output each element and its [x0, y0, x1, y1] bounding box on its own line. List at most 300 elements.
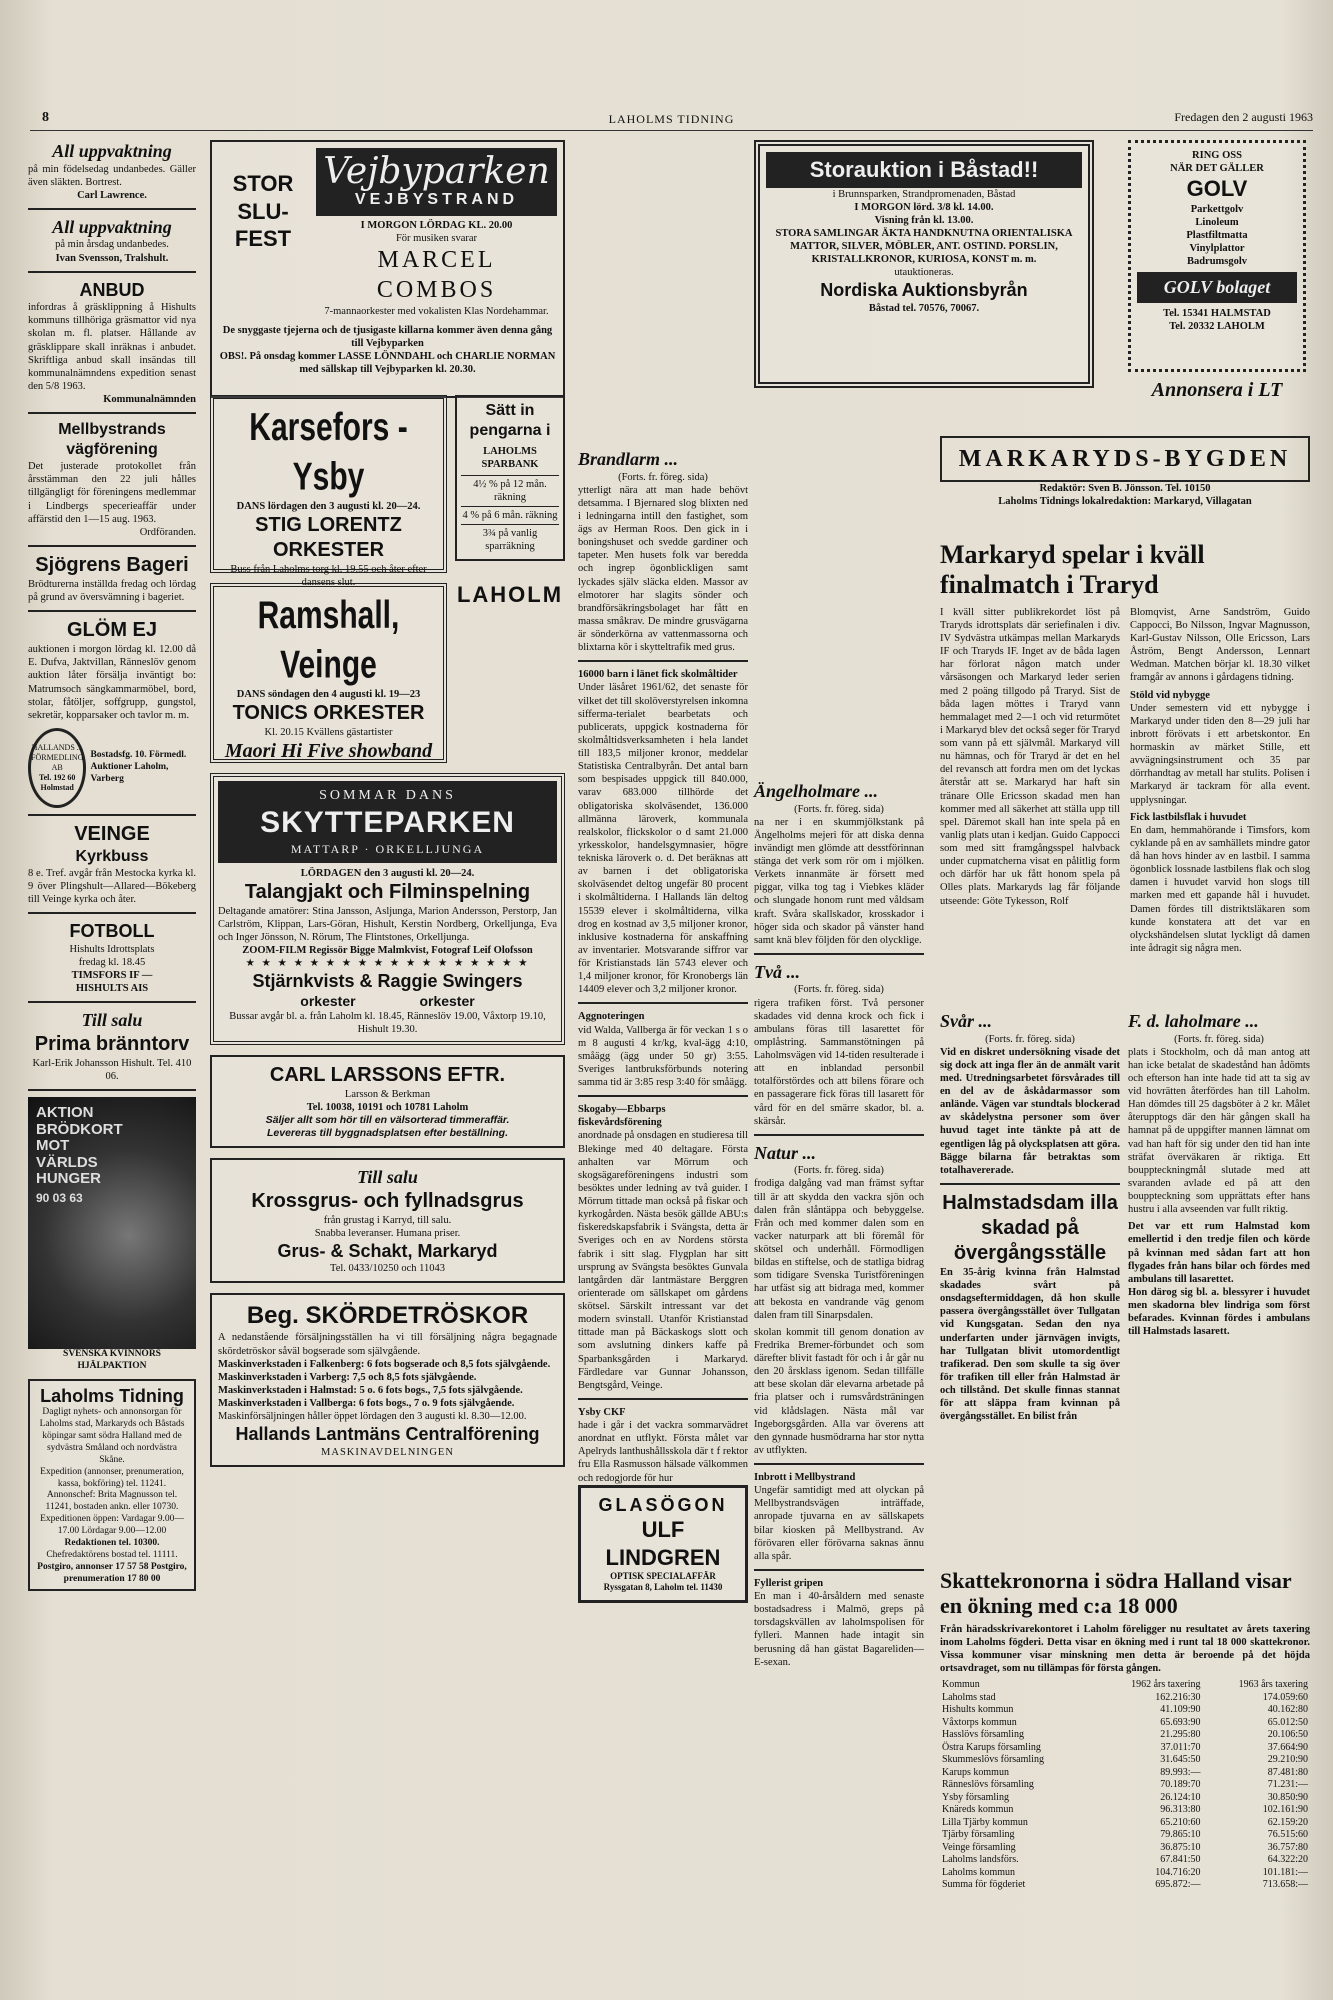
photo-text: HUNGER [36, 1170, 102, 1187]
table-cell-kommun: Knäreds kommun [942, 1804, 1014, 1816]
notice-veinge [28, 822, 196, 906]
table-row [940, 1879, 1310, 1892]
ad-heading: Ramshall, Veinge [257, 593, 400, 686]
table-cell-value: 102.161:90 [1262, 1804, 1308, 1816]
article-markaryd-finalmatch [940, 540, 1310, 955]
table-cell-kommun: Lilla Tjärby kommun [942, 1816, 1028, 1828]
table-cell-value: 30.850:90 [1267, 1791, 1308, 1803]
notice-glom-ej [28, 618, 196, 722]
ad-subheading: MATTARP · ORKELLJUNGA [290, 841, 485, 856]
table-cell-kommun: Veinge församling [942, 1841, 1016, 1853]
ad-details: Bostadsfg. 10. Förmedl. Auktioner Laholm, Varberg [90, 750, 187, 784]
seal-phone: Tel. 192 60 Holmstad [39, 772, 76, 792]
table-cell-kommun: Laholms landsförs. [942, 1854, 1019, 1866]
article-natur [754, 1142, 924, 1322]
divider [28, 610, 196, 612]
article-heading: Inbrott i Mellbystrand [754, 1472, 856, 1483]
photo-text: BRÖDKORT [36, 1120, 123, 1138]
ad-band: STIG LORENTZ ORKESTER [255, 513, 402, 561]
ad-rate: 3¾ på vanlig sparräkning [461, 524, 559, 555]
table-cell-value: 695.872:— [1155, 1879, 1201, 1891]
ad-text: Levereras till byggnadsplatsen efter beställning. [267, 1126, 508, 1139]
ad-heading: GLASÖGON [598, 1494, 728, 1515]
ad-golvbolaget [1128, 140, 1306, 403]
ad-date: I MORGON LÖRDAG KL. 20.00 [360, 220, 513, 231]
ad-text: ZOOM-FILM Regissör Bigge Malmkvist, Fotograf Leif Olofsson [242, 945, 533, 956]
column-5a [940, 1010, 1120, 1423]
table-cell-value: 174.059:60 [1262, 1691, 1308, 1703]
article-body: Från häradsskrivarekontoret i Laholm föreligger nu resultatet av årets taxering inom Laholms fögderi. Detta visar en ökning med i runt tal 18 000 skattekronor. Vissa kommuner visar minskning men detta är beroende på det höjda ortsavdraget, som nu tillämpas för första gången. [940, 1623, 1310, 1674]
column-4 [754, 780, 924, 1669]
table-row [940, 1817, 1310, 1830]
article-body: Ungefär samtidigt med att olyckan på Mellbystrandsvägen inträffade, anropade tjuvarna en av sällskapets bilar kiosken på Mellbystrand. Av förövaren eller förövarna saknas ännu alla spår. [754, 1485, 924, 1562]
table-row [940, 1692, 1310, 1705]
notice-text: 8 e. Tref. avgår från Mestocka kyrka kl. 9 över Plingshult—Allared—Bökeberg till Veinge kyrka och åter. [28, 867, 196, 906]
article-body: hade i går i det vackra sommarvädret anordnat en utflykt. Första målet var Apelryds lanthushållsskola där t f rektor fru Ella Rasmusson hälsade välkommen och redogjorde för hur [578, 1420, 748, 1484]
section-editor: Redaktör: Sven B. Jönsson. Tel. 10150 [1039, 483, 1211, 494]
table-cell-kommun: Ysby församling [942, 1791, 1009, 1803]
table-row [940, 1829, 1310, 1842]
ad-list-item: Parkettgolv [1190, 203, 1244, 215]
table-cell-value: 87.481:80 [1267, 1766, 1308, 1778]
ad-text: i Brunnsparken, Strandpromenaden, Båstad [832, 188, 1016, 200]
ad-text: För musiken svarar [395, 233, 478, 245]
table-cell-value: 20.106:50 [1267, 1729, 1308, 1741]
table-cell-value: 104.716:20 [1155, 1866, 1201, 1878]
ad-hallands-fastighetsformedling [28, 728, 196, 808]
ad-text: orkester orkester [300, 992, 475, 1009]
masthead-rule [30, 130, 1313, 131]
article-body: En 35-årig kvinna från Halmstad skadades svårt på onsdagseftermiddagen, då hon skulle passera övergångsstället över Tullgatan vid Kungsgatan. Sedan den nya underfarten under järnvägen invigts, har Tullgatan blivit utomordentligt trafikerad. Den som skulle ta sig över för trafiken till eller från Halmstad är och tillstånd. Det skulle finnas stannat för att släppa fram kvinnan på övergångsstället. En bilist från [940, 1266, 1120, 1423]
article-heading: Fyllerist gripen [754, 1577, 824, 1589]
ad-heading: CARL LARSSONS EFTR. [269, 1063, 506, 1086]
table-cell-value: 70.189:70 [1160, 1779, 1201, 1791]
section-office: Laholms Tidnings lokalredaktion: Markaryd, Villagatan [998, 496, 1252, 508]
article-subheading: Stöld vid nybygge [1130, 689, 1210, 701]
box-text: Redaktionen tel. 10300. [64, 1537, 160, 1548]
ad-subheading: Krossgrus- och fyllnadsgrus [251, 1189, 524, 1212]
box-text: Annonschef: Brita Magnusson tel. 11241, bostaden ankn. eller 10730. [45, 1490, 179, 1513]
divider [28, 271, 196, 273]
article-angelholmare [754, 780, 924, 947]
article-continued: (Forts. fr. föreg. sida) [794, 984, 884, 996]
ad-heading: SLU-FEST [234, 198, 292, 251]
table-header-cell: 1963 års taxering [1238, 1679, 1308, 1691]
table-cell-value: 36.875:10 [1160, 1841, 1201, 1853]
notice-heading: ANBUD [79, 279, 145, 300]
table-cell-value: 67.841:50 [1160, 1854, 1201, 1866]
table-cell-value: 64.322:20 [1267, 1854, 1308, 1866]
seal-text: HALLANDS ... FÖRMEDLING AB [31, 742, 84, 772]
box-text: Chefredaktörens bostad tel. 11111. [46, 1549, 178, 1560]
article-heading: Svår ... [940, 1011, 993, 1031]
ad-phone: Tel. 0433/10250 och 11043 [330, 1263, 445, 1275]
table-cell-value: 76.515:60 [1267, 1829, 1308, 1841]
table-header-cell: 1962 års taxering [1131, 1679, 1201, 1691]
article-heading: Halmstadsdam illa skadad på övergångsställe [942, 1191, 1118, 1264]
ad-text: RING OSS [1192, 150, 1242, 161]
article-body: anordnade på onsdagen en studieresa till Blekinge med 40 deltagare. Första anhalten var Mörrum och skogsägareföreningens industri som besöktes under ledning av två guider. I Mörrum tittade man också på fiskar och kyrkogården. Nästa besök gällde ABU:s fiskeredskapsfabrik i Svängsta, detta är Sveriges och en av Nordens största fabrik i sitt slag. Flygplan har sitt ursprung av Svängsta besöktes Gunvala lantgården där lantmästare Berggren orienterade om sällskapet om gårdens skötsel. Särskilt intressant var det modern svinstall. Utanför Kristianstad tittade man på Bäckaskogs slott och som avslutning dinkers kaffe på Sparbanksgården i Markaryd. Färdledare var Gunnar Johansson, Bengtsgård, Veinge. [578, 1130, 748, 1391]
table-row [940, 1754, 1310, 1767]
article-heading: F. d. laholmare ... [1128, 1011, 1259, 1031]
article-inbrott [754, 1471, 924, 1563]
article-aggnoteringen [578, 1010, 748, 1089]
article-continued: (Forts. fr. föreg. sida) [794, 803, 884, 815]
ad-text: STORA SAMLINGAR ÄKTA HANDKNUTNA ORIENTALISKA MATTOR, SILVER, MÖBLER, ANT. OSTIND. PORSLIN, KRISTALLKRONOR, KURIOSA, KONST m. m. [775, 227, 1073, 266]
article-body: I kväll sitter publikrekordet löst på Traryds idrottsplats där seriefinalen i div. IV Sydvästra utkämpas mellan Markaryds IF och Traryds IF. Inget av de båda lagen har förlorat någon match under vårsäsongen och Markaryd leder serien med 2 poäng tillgodo på Traryd. Sist de båda lagen möttes i Traryd vann hemmalaget med 2—1 och vid returmötet i Markaryd blev det också seger för Traryd som vann på ett självmål. Markaryd vill nu hämnas, och för Traryd är det en hel del revansch att fordra men om det lyckas återstår att se. Markaryd har haft sin tränare Olle Ericsson skadad men han kommer med all säkerhet att ställa upp till spel. Däremot skall han inte spela på en vanlig plats utan i kedjan. Guido Cappocci som med sitt framgångsspel halvback under cupmatcherna visat en pålitlig form och därför har uk fått honom spela på Olles plats. Markaryds lag får följande utseende: Göte Tykesson, Rolf [940, 606, 1120, 907]
article-heading: Två ... [754, 961, 800, 982]
ad-list-item: Plastfiltmatta [1186, 230, 1248, 241]
ad-text: Buss från Laholms torg kl. 19.55 och åter efter dansens slut. [230, 563, 427, 588]
ad-subheading: VEJBYSTRAND [354, 191, 519, 208]
table-cell-value: 162.216:30 [1155, 1691, 1201, 1703]
table-cell-kommun: Hishults kommun [942, 1704, 1014, 1716]
ad-list-item: Linoleum [1195, 216, 1239, 228]
photo-caption: SVENSKA KVINNORS HJÄLPAKTION [63, 1349, 161, 1371]
article-body: Under läsåret 1961/62, det senaste för vilket det till skolöverstyrelsen inkomna sifferma-terialet bearbetats och publicerats, uppgick kostnaderna för skolmåltidsverksamheten i hela landet till 183,5 miljoner kronor, meddelar Statistiska Centralbyrån. Det antal barn som bespisades uppgick till 840.000, varav 683.000 tillhörde det obligatoriska skolväsendet, 136.000 allmänna läroverk, kommunala realskolor, flickskolor o d samt 21.000 yrkesskolor, handelsgymnasier, högre tekniska läroverk o. d. Det beräknas att av barnen i det obligatoriska skolväsendet deltog ungefär 80 procent i skolmåltiderna. I Hallands län deltog 15539 elever i skolmåltiderna, vilka drog en kostnad av 3,5 miljoner kronor, inklusive kostnaderna för anskaffning av inventarier. Motsvarande siffror var för Kristianstads län 5743 elever och 1,4 miljoner kronor, för Kronobergs län 14409 elever och 3,2 miljoner kronor. [578, 682, 748, 996]
article-body: na ner i en skummjölkstank på Ängelholms mejeri för att diska denna invändigt men glömde att desstförinnan stänga det verk som rör om i mjölken. Verkets innanmäte är försett med piggar, vilka tog tag i Viebkes kläder och slungade honom runt med våldsam kraft. Svåra skallskador, krosskador i höger sida och skador på vänster hand samt knä blev följden för den olycklige. [754, 816, 924, 946]
ad-firm: Nordiska Auktionsbyrån [820, 280, 1028, 301]
article-heading: 16000 barn i länet fick skolmåltider [578, 669, 738, 681]
ad-date: DANS lördagen den 3 augusti kl. 20—24. [236, 500, 421, 512]
table-row [940, 1867, 1310, 1880]
notice-text: Brödturerna inställda fredag och lördag på grund av översvämning i bageriet. [28, 578, 196, 603]
ad-storauktion [754, 140, 1094, 398]
article-body: Vid en diskret undersökning visade det sig dock att inga fler än de anmält varit med. Utredningsarbetet försvårades till en del av de åskådarmassor som anlände. Vägen var stundtals blockerad av skådelystna personer som över huvud taget inte tänkte på att de egentligen låg på olycksplatsen att göra. Bägge bilarna får betraktas som totalhavererade. [940, 1046, 1120, 1176]
table-cell-kommun: Ränneslövs församling [942, 1779, 1034, 1791]
table-cell-kommun: Summa för fögderiet [942, 1879, 1026, 1891]
ad-text: Deltagande amatörer: Stina Jansson, Asljunga, Marion Andersson, Perstorp, Jan Carlström, Klippan, Lars-Göran, Hishult, Kerstin Nordberg, Orkelljunga, Eva och Inger Jönsson, N. Rörum, The Flintstones, Orkelljunga. [218, 905, 557, 943]
ad-phone: Tel. 10038, 10191 och 10781 Laholm [306, 1101, 469, 1113]
house-ad-annonsera: Annonsera i LT [1151, 379, 1283, 401]
article-body: Under semestern vid ett nybygge i Markaryd under tiden den 8—29 juli har inbrott förövats i ett arbetskontor. En hormaskin av märket Stille, ett avvägningsinstrument och 35 par dörrhandtag av metall har stulits. Polisen i Markaryd är tackram för alla event. upplysningar. [1130, 702, 1310, 806]
notice-heading: VEINGE [74, 822, 150, 845]
ad-karsefors-ysby [210, 395, 447, 588]
ad-brand-logo: GOLV bolaget [1137, 272, 1297, 303]
table-cell-value: 26.124:10 [1160, 1791, 1201, 1803]
table-cell-value: 89.993:— [1160, 1766, 1201, 1778]
ad-heading: SKYTTEPARKEN [260, 806, 515, 839]
ad-text: Bussar avgår bl. a. från Laholm kl. 18.45, Ränneslöv 19.00, Våxtorp 19.10, Hishult 19.30. [229, 1011, 546, 1036]
box-text: Expedition (annonser, prenumeration, kassa, bokföring) tel. 11241. [40, 1466, 184, 1489]
table-cell-value: 96.313:80 [1160, 1804, 1201, 1816]
article-heading: Natur ... [754, 1142, 817, 1163]
divider [754, 1569, 924, 1571]
table-cell-value: 40.162:80 [1267, 1704, 1308, 1716]
article-body: plats i Stockholm, och då man antog att han icke betalat de skadestånd han ådömts och efterson han inte hade tid att ta sig av vid hovrätten återfördes han till Laholm. Han dömdes till 25 dagsböter à 2 kr. Målet återupptogs där den här gången skall ha hamnat på de uppgifter mannen lämnat om vad han haft för sig under den tid han inte sträfat överväkaren är riktiga. Ett bouppteckningmål slutade med att svaranden avlade ed på att den bouppteckning som upprättats efter hans hustru i alla avseenden var fullt riktig. [1128, 1046, 1310, 1216]
ad-text: NÄR DET GÄLLER [1170, 163, 1264, 175]
table-cell-kommun: Våxtorps kommun [942, 1716, 1017, 1728]
notice-heading: Till salu [81, 1010, 143, 1031]
ad-heading: STOR [232, 171, 294, 196]
article-heading: Markaryd spelar i kväll finalmatch i Traryd [940, 540, 1205, 599]
divider [28, 545, 196, 547]
ad-phone: Tel. 20332 LAHOLM [1169, 321, 1265, 332]
table-row [940, 1779, 1310, 1792]
ad-date: I MORGON lörd. 3/8 kl. 14.00. [854, 201, 994, 213]
article-body: En man i 40-årsåldern med senaste bostadsadress i Malmö, greps på torsdagskvällen av laholmspolisen för fylleri. Mannen hade intagit sin berusning då han gästat Bagareliden—E-sexan. [754, 1591, 924, 1668]
table-cell-kommun: Laholms stad [942, 1691, 996, 1703]
table-cell-value: 101.181:— [1262, 1866, 1308, 1878]
table-cell-value: 65.012:50 [1267, 1716, 1308, 1728]
ad-skordetroskor [210, 1293, 565, 1467]
divider [578, 1002, 748, 1004]
ad-aktion-hunger-photo [28, 1097, 196, 1349]
article-heading: Ängelholmare ... [754, 781, 879, 801]
ad-top: SOMMAR DANS [319, 787, 456, 803]
article-body: frodiga dalgång vad man främst syftar till är att skydda den vackra sjön och dalen från slåntäppa och bebyggelse. Från och med kommer dalen som en vacker naturpark att bli föremål för skötsel och underhåll. Förmodligen bildas en stiftelse, och de statliga bidrag som tidigare Svenska Turistföreningen har utfäst sig att bidraga med, kommer att bekosta en vandrande väg genom dalen fram till Sinarpsdalen. [754, 1178, 924, 1321]
ad-carl-larssons [210, 1055, 565, 1149]
divider [578, 660, 748, 662]
photo-text: VÄRLDS [36, 1153, 98, 1171]
ad-rate: 4 % på 6 mån. räkning [461, 506, 559, 524]
notice-signature: Ivan Svensson, Tralshult. [55, 252, 169, 264]
table-row [940, 1767, 1310, 1780]
article-body: Det var ett rum Halmstad kom emellertid i den tredje filen och körde på kvinnan med sådan fart att hon flygades från hans bilar och fördes med ambulans till lasarettet. [1128, 1221, 1310, 1285]
ad-heading: Till salu [357, 1167, 418, 1187]
issue-date: Fredagen den 2 augusti 1963 [1174, 110, 1313, 124]
ad-list-item: Maskinverkstaden i Falkenberg: 6 fots bogserade och 8,5 fots självgående. [218, 1358, 551, 1370]
notice-fotboll [28, 920, 196, 995]
article-continued: (Forts. fr. föreg. sida) [1174, 1033, 1264, 1045]
ad-text: 7-mannaorkester med vokalisten Klas Nordehammar. [324, 306, 549, 318]
ad-text: utauktioneras. [894, 267, 954, 279]
table-row [940, 1717, 1310, 1730]
table-cell-value: 65.210:60 [1160, 1816, 1201, 1828]
box-text: Postgiro, annonser 17 57 58 Postgiro, prenumeration 17 80 00 [37, 1561, 187, 1584]
article-brandlarm [578, 448, 748, 654]
masthead [30, 108, 1313, 130]
notice-heading: All uppvaktning [52, 216, 172, 237]
article-body: Blomqvist, Arne Sandström, Guido Cappocci, Bo Nilsson, Ingvar Magnusson, Karl-Gustav Nilsson, Olle Ericsson, Lars Åström, Bengt Andersson, Lennart Wedman. Matchen börjar kl. 18.30 vilket framgår av annons i gårdagens tidning. [1130, 606, 1310, 684]
section-markaryd [940, 436, 1310, 508]
notice-heading: FOTBOLL [69, 921, 155, 942]
ad-text: OBS!. På onsdag kommer LASSE LÖNNDAHL och CHARLIE NORMAN med sällskap till Vejbyparken kl. 20.30. [219, 351, 556, 376]
article-heading: Aggnoteringen [578, 1011, 645, 1023]
notice-text: Karl-Erik Johansson Hishult. Tel. 410 06. [32, 1057, 192, 1082]
ad-heading: GOLV [1186, 176, 1248, 202]
table-cell-kommun: Skummeslövs församling [942, 1754, 1044, 1766]
ad-list-item: Maskinverkstaden i Vallberga: 6 fots bogs., 7 o. 9 fots självgående. [218, 1398, 515, 1409]
table-cell-kommun: Hasslövs församling [942, 1729, 1024, 1741]
table-cell-value: 79.865:10 [1160, 1829, 1201, 1841]
ad-band: Stjärnkvists & Raggie Swingers [252, 971, 523, 992]
notice-line: TIMSFORS IF — [71, 970, 153, 981]
table-row [940, 1854, 1310, 1867]
box-heading: Laholms Tidning [40, 1385, 184, 1406]
ad-skytteparken [210, 773, 565, 1045]
ad-heading: Beg. SKÖRDETRÖSKOR [246, 1302, 529, 1330]
ad-heading: Karsefors - Ysby [249, 405, 408, 498]
logo-seal [28, 728, 86, 808]
ad-text: Kl. 20.15 Kvällens gästartister [264, 726, 393, 738]
ad-stars: ★ ★ ★ ★ ★ ★ ★ ★ ★ ★ ★ ★ ★ ★ ★ ★ ★ ★ [245, 958, 530, 970]
notice-heading: Sjögrens Bageri [35, 553, 189, 576]
article-body: vid Walda, Vallberga är för veckan 1 s o m 8 augusti 4 kr/kg, kval-ägg 4:10, småägg (ägg under 50 gr) 3:55. Sveriges lantbruksförbunds notering samma tid är 3:85 resp 3:40 för småägg. [578, 1024, 748, 1088]
box-text: Expeditionen öppen: Vardagar 9.00—17.00 Lördagar 9.00—12.00 [40, 1514, 184, 1536]
notice-uppvaktning-1 [28, 140, 196, 202]
divider [754, 953, 924, 955]
article-fyllerist [754, 1577, 924, 1669]
ad-text: från grustag i Karryd, till salu. [323, 1214, 452, 1226]
article-fd-laholmare [1128, 1010, 1310, 1338]
column-1 [28, 140, 196, 1601]
notice-sjogrens [28, 553, 196, 604]
article-body: Hon därog sig bl. a. blessyrer i huvudet men skadorna blev lindriga som först befarades. Kvinnan fördes i ambulans till Halmstads lasarett. [1128, 1286, 1310, 1338]
ad-ulf-lindgren-glasogon [578, 1485, 748, 1603]
article-halmstadsdam [940, 1191, 1120, 1424]
ad-phone: Tel. 15341 HALMSTAD [1163, 307, 1271, 319]
notice-text: auktionen i morgon lördag kl. 12.00 då E. Dufva, Jaktvillan, Ränneslöv genom auktion låter försälja inväntigt bo: Matrumsoch sängkammarmöbel, bord, stolar, fåtöljer, soffgrupp, gungstol, sekretär, kopparsaker och tavlor m. m. [28, 644, 196, 721]
box-laholms-tidning-info [28, 1379, 196, 1592]
box-text: Dagligt nyhets- och annonsorgan för Laholms stad, Markaryds och Båstads köpingar samt södra Halland med de sydvästra Småland och nordvästra Skåne. [39, 1407, 185, 1465]
notice-heading: GLÖM EJ [66, 619, 157, 642]
photo-text: AKTION [36, 1104, 94, 1121]
table-cell-value: 37.011:70 [1160, 1741, 1201, 1753]
article-skattekronorna [940, 1568, 1310, 1892]
notice-signature: Carl Lawrence. [77, 189, 147, 201]
column-3 [578, 448, 748, 1613]
notice-text: på min födelsedag undanbedes. Gäller även släkten. Bortrest. [28, 163, 196, 188]
divider [28, 912, 196, 914]
article-skolmaltider [578, 668, 748, 996]
table-cell-kommun: Östra Karups församling [942, 1741, 1041, 1753]
table-row [940, 1792, 1310, 1805]
divider [28, 1001, 196, 1003]
ad-text: Snabba leveranser. Humana priser. [314, 1227, 461, 1239]
article-body: skolan kommit till genom donation av Fredrika Bremer-förbundet och som därefter blivit fastadt för och i år går nu den 20 årsklass igenom. Sedan tillfälle att bese skolan där elevarna arbetade på fria platser och i rumsvårdsträningen vid klådslagen. Nästa mål var Ingeborgsgården. Alla var överens att den gynnade husmödrarna har stor nytta av utflykten. [754, 1326, 924, 1456]
article-continued: (Forts. fr. föreg. sida) [794, 1165, 884, 1177]
notice-text: på min årsdag undanbedes. [55, 239, 169, 251]
ad-list-item: Vinylplattor [1189, 243, 1245, 255]
table-row [940, 1742, 1310, 1755]
ad-laholms-sparbank [455, 395, 565, 562]
ad-phone: Båstad tel. 70576, 70067. [868, 302, 980, 314]
article-svar [940, 1010, 1120, 1177]
article-subheading: Fick lastbilsflak i huvudet [1130, 811, 1247, 823]
page-number: 8 [42, 110, 49, 125]
ad-ramshall-veinge [210, 583, 447, 763]
notice-uppvaktning-2 [28, 216, 196, 265]
divider [28, 1089, 196, 1091]
ad-event: Talangjakt och Filminspelning [244, 880, 531, 903]
column-2 [210, 140, 565, 1477]
ad-guest: Maori Hi Five showband [224, 739, 433, 762]
section-heading: MARKARYDS-BYGDEN [940, 436, 1310, 482]
ad-text: Säljer allt som hör till en välsorterad timmeraffär. [265, 1113, 510, 1126]
article-body: En dam, hemmahörande i Timsfors, kom cyklande på en av samhällets mindre gator då han hovs hinder av en lastbil. I samma ögonblick lossnade lastbilens flak och slog damen i huvudet varvid hon slogs till marken med ett gapande hål i huvudet. Damen fördes till distriktsläkaren som kunde konstatera att det var en olyckshändelsen slutat lyckligt då damen inte ådragit sig några men. [1130, 824, 1310, 954]
table-cell-value: 41.109:90 [1160, 1704, 1201, 1716]
ad-address: Ryssgatan 8, Laholm tel. 11430 [603, 1582, 723, 1593]
ad-text: Larsson & Berkman [344, 1088, 431, 1100]
table-header [940, 1679, 1310, 1692]
article-fiskevard [578, 1103, 748, 1392]
article-tva [754, 961, 924, 1128]
divider [578, 1095, 748, 1097]
ad-heading: Sätt in pengarna i [469, 401, 551, 439]
notice-subheading: Prima bränntorv [34, 1032, 190, 1055]
notice-line: HISHULTS AIS [75, 983, 149, 995]
ad-krossgrus [210, 1158, 565, 1283]
ad-list-item: Maskinverkstaden i Varberg: 7,5 och 8,5 fots självgående. [218, 1371, 477, 1383]
article-ysby-ckf [578, 1406, 748, 1485]
notice-text: infordras å gräsklippning å Hishults kommuns tillhöriga gräsmattor vid nya skolan m. fl. platser. Hållande av gräsklippare skall inräknas i anbudet. Skriftliga anbud skall insändas till kommunalnämndens expedition senast den 5/8 1963. [28, 302, 196, 392]
table-cell-value: 713.658:— [1262, 1879, 1308, 1891]
ad-text: Visning från kl. 13.00. [874, 214, 974, 226]
ad-brand-logo: Vejbyparken [323, 151, 550, 192]
divider [28, 208, 196, 210]
article-heading: Brandlarm ... [578, 449, 679, 469]
table-row [940, 1804, 1310, 1817]
divider [28, 412, 196, 414]
notice-signature: Ordföranden. [139, 526, 196, 538]
divider [754, 1134, 924, 1136]
ad-firm: ULF LINDGREN [605, 1517, 721, 1570]
notice-heading: All uppvaktning [52, 141, 172, 161]
notice-line: fredag kl. 18.45 [78, 956, 146, 968]
ad-text: OPTISK SPECIALAFFÄR [610, 1571, 716, 1582]
notice-till-salu-torv [28, 1009, 196, 1083]
table-cell-kommun: Tjärby församling [942, 1829, 1015, 1841]
divider [940, 1183, 1120, 1185]
table-cell-kommun: Karups kommun [942, 1766, 1009, 1778]
article-body: ytterligt nära att man hade behövt detsamma. I Bjernared slog blixten ned i ledningarna intill den fastighet, som ägs av Herman Roos. Den gick in i boningshuset och svedde gardiner och tapeter. Men husets folk var beredda och ingrep ögonblickligen samt lyckades själv släcka elden. Massor av elmotorer har slagits sönder och brandförsäkringsbolaget har fått en massa småkrav. De mindre grusvägarna är sönderkörna av vattenmassorna och blixtarna kör i skytteltrafik med grus. [578, 484, 748, 654]
article-heading: Skattekronorna i södra Halland visar en ökning med c:a 18 000 [940, 1568, 1292, 1619]
table-cell-value: 65.693:90 [1160, 1716, 1201, 1728]
ad-text: De snyggaste tjejerna och de tjusigaste killarna kommer även denna gång till Vejbyparken [222, 325, 553, 350]
table-cell-kommun: Laholms kommun [942, 1866, 1016, 1878]
article-continued: (Forts. fr. föreg. sida) [985, 1033, 1075, 1045]
table-cell-value: 37.664:90 [1267, 1741, 1308, 1753]
ad-text: MASKINAVDELNINGEN [321, 1446, 454, 1458]
table-cell-value: 21.295:80 [1160, 1729, 1201, 1741]
table-cell-value: 29.210:90 [1267, 1754, 1308, 1766]
notice-anbud [28, 279, 196, 407]
table-row [940, 1704, 1310, 1717]
article-continued: (Forts. fr. föreg. sida) [618, 471, 708, 483]
ad-list-item: Badrumsgolv [1186, 256, 1248, 268]
ad-text: Maskinförsäljningen håller öppet lördagen den 3 augusti kl. 8.30—12.00. [218, 1411, 527, 1423]
notice-heading: Mellbystrands vägförening [58, 421, 166, 459]
ad-bank-name: LAHOLMS SPARBANK [481, 445, 539, 470]
table-row [940, 1729, 1310, 1742]
ad-date: DANS söndagen den 4 augusti kl. 19—23 [236, 688, 421, 700]
tax-table [940, 1679, 1310, 1892]
paper-name: LAHOLMS TIDNING [608, 112, 735, 126]
notice-mellbystrand [28, 420, 196, 539]
divider [578, 1398, 748, 1400]
table-cell-value: 71.231:— [1267, 1779, 1308, 1791]
notice-subheading: Kyrkbuss [75, 847, 149, 865]
divider [28, 814, 196, 816]
column-5b [1128, 1010, 1310, 1338]
ad-town-logo: LAHOLM [456, 582, 564, 608]
article-heading: Ysby CKF [578, 1406, 626, 1418]
table-header-cell: Kommun [942, 1679, 980, 1691]
table-cell-value: 36.757:80 [1267, 1841, 1308, 1853]
ad-firm: Hallands Lantmäns Centralförening [235, 1424, 540, 1445]
ad-list-item: Maskinverkstaden i Halmstad: 5 o. 6 fots bogs., 7,5 fots självgående. [218, 1384, 523, 1396]
article-heading: Skogaby—Ebbarps fiskevårdsförening [578, 1104, 666, 1129]
table-row [940, 1842, 1310, 1855]
notice-text: Det justerade protokollet från årsstämman den 22 juli hålles tillgängligt för föreningens medlemmar i Lindbergs specerieaffär under affärstid den 1—15 aug. 1963. [28, 461, 196, 525]
notice-signature: Kommunalnämnden [103, 394, 196, 405]
table-cell-value: 62.159:20 [1267, 1816, 1308, 1828]
ad-band: MARCEL COMBOS [376, 247, 497, 304]
photo-giro-number: 90 03 63 [36, 1190, 83, 1205]
ad-rate: 4½ % på 12 mån. räkning [461, 475, 559, 506]
article-body: rigera trafiken först. Två personer skadades vid denna krock och fick i ambulans föras till lasarettet för omplåstring. Sammanstötningen på Laholmsvägen vid 14-tiden resulterade i att en inblandad personbil totalförstördes och att bilens förare och en passagerare fick föras till lasarett för vård för en del smärre skador, bl. a. skärsår. [754, 997, 924, 1127]
